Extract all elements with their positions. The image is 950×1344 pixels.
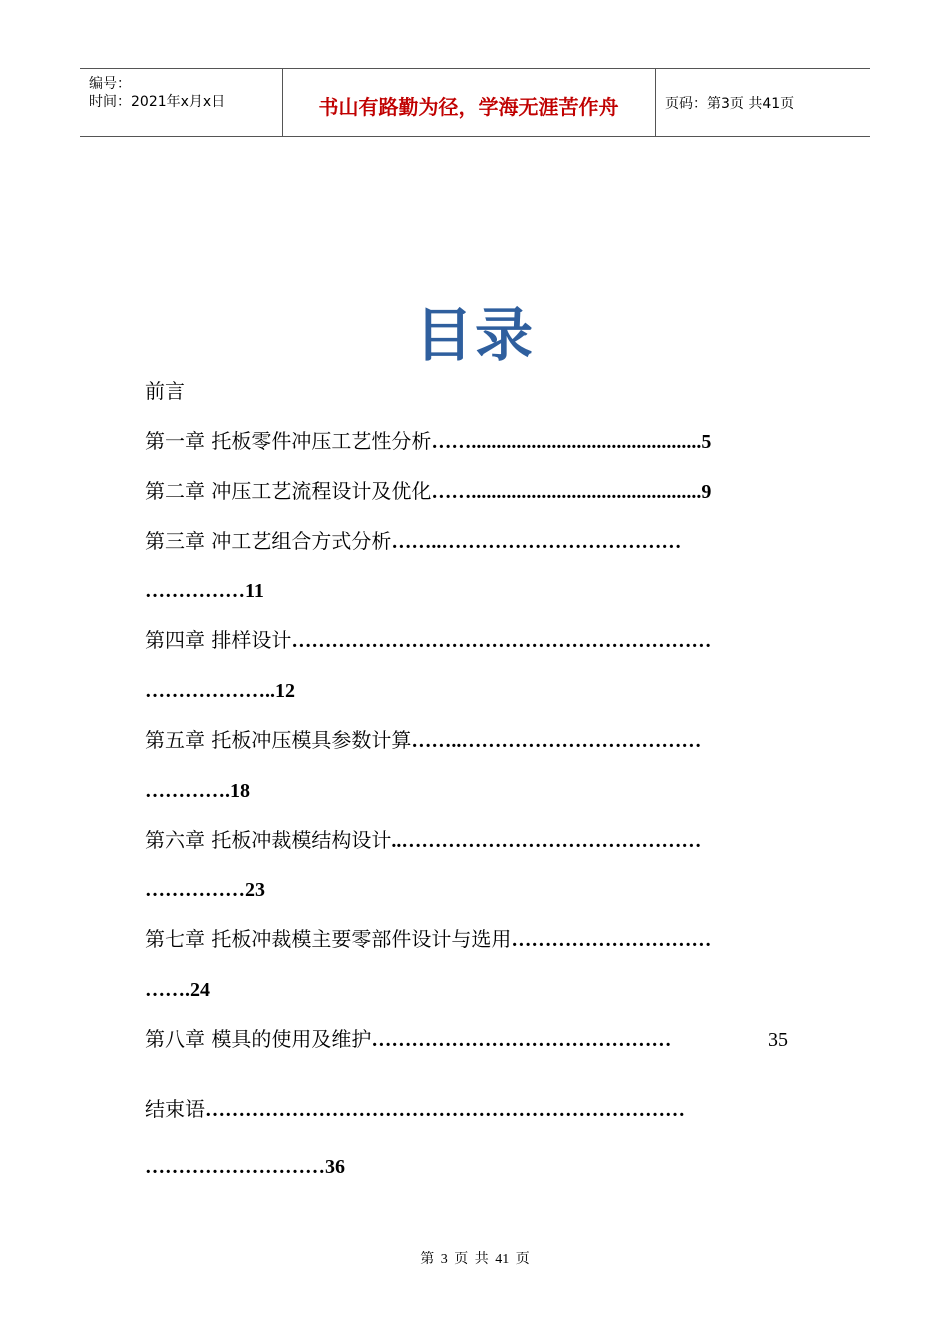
- toc-leader: …………………………: [511, 929, 712, 951]
- header-left-cell: [80, 69, 283, 136]
- toc-entry-ending: [145, 1096, 685, 1123]
- time-label: 时间：2021年x月x日: [89, 94, 226, 110]
- toc-entry-ch8: [145, 1026, 671, 1053]
- toc-entry-ch4: [145, 627, 711, 654]
- toc-entry-ch4-cont: ………………..12: [145, 680, 295, 702]
- page-header: [80, 68, 870, 137]
- toc-leader: ..………………………………………: [391, 830, 702, 852]
- toc-label: 第六章 托板冲裁模结构设计: [145, 828, 392, 852]
- toc-entry-ch7-cont: …….24: [145, 979, 210, 1001]
- toc-leader: ………………………………………………………: [291, 630, 712, 652]
- toc-entry-ch3-cont: ……………11: [145, 580, 264, 602]
- toc-leader: ……..............................................9: [431, 481, 712, 503]
- toc-entry-ending-cont: ………………………36: [145, 1156, 345, 1178]
- toc-label: 第一章 托板零件冲压工艺性分析: [145, 429, 432, 453]
- number-label: 编号：: [89, 76, 131, 92]
- toc-entry-ch6: [145, 827, 701, 854]
- toc-leader: ……..………………………………: [391, 531, 682, 553]
- header-page-info: 页码：第3页 共41页: [665, 96, 795, 112]
- toc-leader: ……..............................................5: [431, 431, 712, 453]
- toc-preface: 前言: [145, 379, 185, 403]
- toc-label: 第二章 冲压工艺流程设计及优化: [145, 479, 432, 503]
- toc-entry-ch5-cont: ………….18: [145, 780, 250, 802]
- toc-leader: ………………………………………: [371, 1029, 672, 1051]
- header-middle-cell: [282, 69, 656, 136]
- toc-label: 结束语: [145, 1097, 205, 1121]
- toc-label: 第八章 模具的使用及维护: [145, 1027, 372, 1051]
- page-footer: 第 3 页 共 41 页: [420, 1252, 530, 1267]
- toc-page-ch8: 35: [768, 1029, 788, 1051]
- toc-title: 目录: [414, 301, 535, 369]
- toc-entry-ch1: [145, 428, 711, 455]
- toc-leader: ………………………………………………………………: [205, 1099, 685, 1121]
- toc-label: 第五章 托板冲压模具参数计算: [145, 728, 412, 752]
- toc-entry-ch2: [145, 478, 711, 505]
- toc-label: 第七章 托板冲裁模主要零部件设计与选用: [145, 927, 512, 951]
- header-right-cell: [656, 69, 870, 136]
- toc-leader: ……..………………………………: [411, 730, 702, 752]
- toc-entry-ch3: [145, 528, 681, 555]
- toc-entry-ch6-cont: ……………23: [145, 879, 265, 901]
- toc-label: 第四章 排样设计: [145, 628, 292, 652]
- toc-entry-ch7: [145, 926, 711, 953]
- toc-entry-ch5: [145, 727, 701, 754]
- header-motto: 书山有路勤为径，学海无涯苦作舟: [318, 95, 619, 119]
- toc-label: 第三章 冲工艺组合方式分析: [145, 529, 392, 553]
